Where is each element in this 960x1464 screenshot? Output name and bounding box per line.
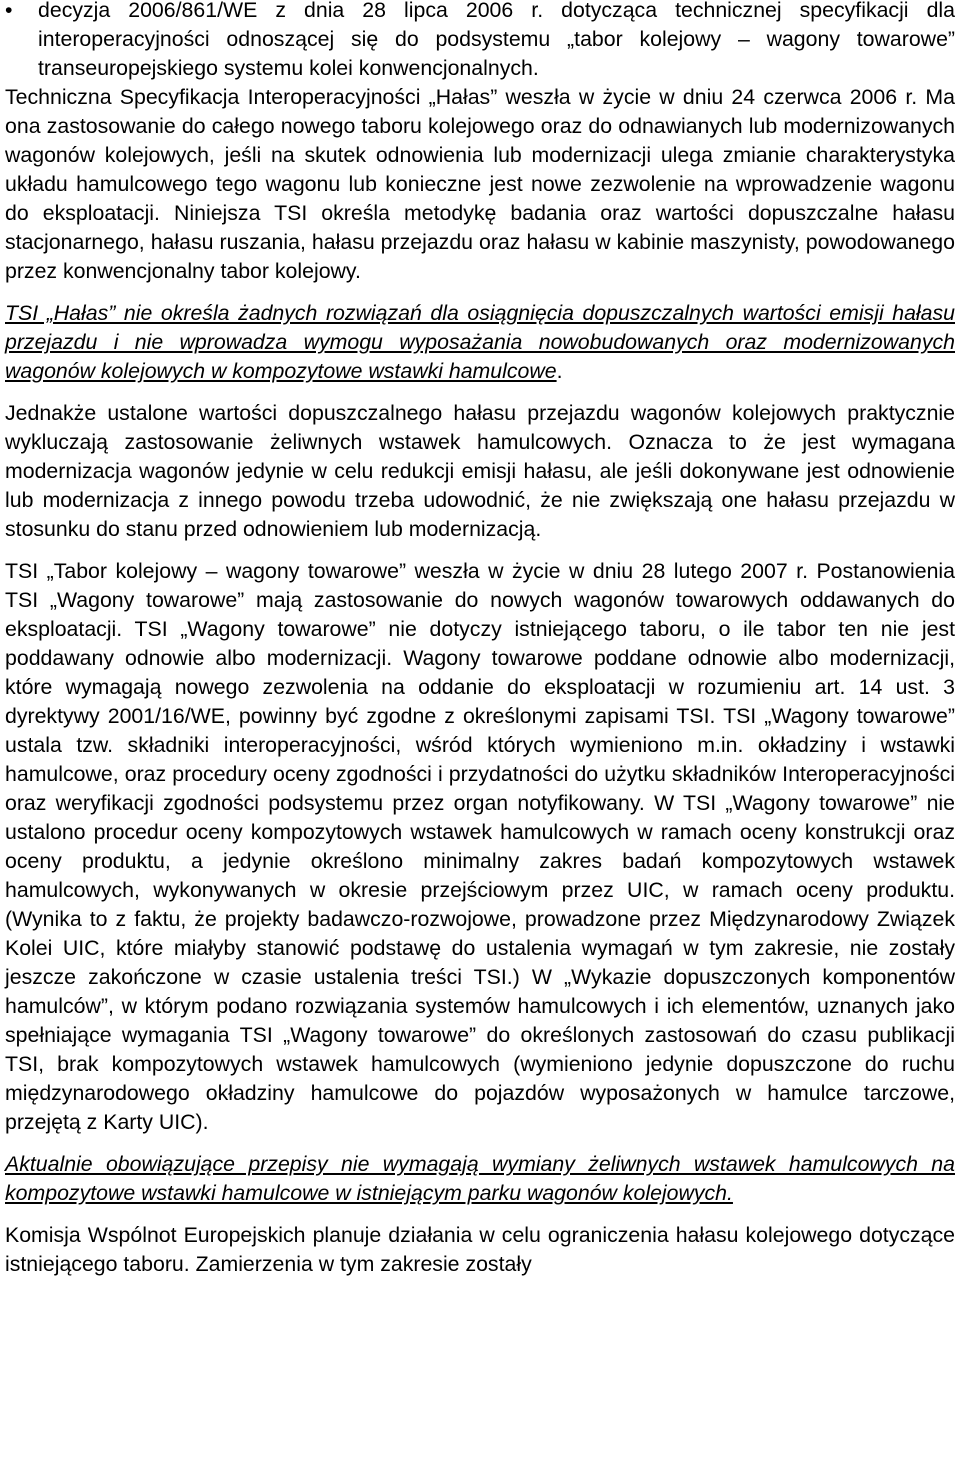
bullet-icon: • <box>5 0 13 22</box>
paragraph-commission: Komisja Wspólnot Europejskich planuje działania w celu ograniczenia hałasu kolejowego dotyczące istniejącego taboru. Zamierzenia w tym zakresie zostały <box>5 1223 955 1276</box>
bullet-text: decyzja 2006/861/WE z dnia 28 lipca 2006 r. dotycząca technicznej specyfikacji dla interoperacyjności odnoszącej się do podsystemu „tabor kolejowy – wagony towarowe” transeuropejskiego systemu kolei konwencjonalnych. <box>38 0 955 80</box>
paragraph-tsi-halas: Techniczna Specyfikacja Interoperacyjności „Hałas” weszła w życie w dniu 24 czerwca 2006 r. Ma ona zastosowanie do całego nowego taboru kolejowego oraz do odnawianych lub modernizowanych wagonów kolejowych, jeśli na skutek odnowienia lub modernizacji ulega zmianie charakterystyka układu hamulcowego tego wagonu lub konieczne jest nowe zezwolenie na wprowadzenie wagonu do eksploatacji. Niniejsza TSI określa metodykę badania oraz wartości dopuszczalne hałasu stacjonarnego, hałasu ruszania, hałasu przejazdu oraz hałasu w kabinie maszynisty, powodowanego przez konwencjonalny tabor kolejowy. <box>5 85 955 283</box>
emphasis-text: TSI „Hałas” nie określa żadnych rozwiązań dla osiągnięcia dopuszczalnych wartości emisji hałasu przejazdu i nie wprowadza wymogu wyposażania nowobudowanych oraz modernizowanych wagonów kolejowych w kompozytowe wstawki hamulcowe <box>5 301 955 383</box>
paragraph-emphasis-current-rules <box>5 1150 955 1208</box>
emphasis-text: Aktualnie obowiązujące przepisy nie wymagają wymiany żeliwnych wstawek hamulcowych na kompozytowe wstawki hamulcowe w istniejącym parku wagonów kolejowych. <box>5 1152 955 1205</box>
paragraph-tsi-wagony: TSI „Tabor kolejowy – wagony towarowe” weszła w życie w dniu 28 lutego 2007 r. Postanowienia TSI „Wagony towarowe” mają zastosowanie do nowych wagonów towarowych oddawanych do eksploatacji. TSI „Wagony towarowe” nie dotyczy istniejącego taboru, o ile tabor ten nie jest poddawany odnowie albo modernizacji. Wagony towarowe poddane odnowie albo modernizacji, które wymagają nowego zezwolenia na oddanie do eksploatacji w rozumieniu art. 14 ust. 3 dyrektywy 2001/16/WE, powinny być zgodne z określonymi zapisami TSI. TSI „Wagony towarowe” ustala tzw. składniki interoperacyjności, wśród których wymieniono m.in. okładziny i wstawki hamulcowe, oraz procedury oceny zgodności i przydatności do użytku składników Interoperacyjności oraz weryfikacji zgodności podsystemu przez organ notyfikowany. W TSI „Wagony towarowe” nie ustalono procedur oceny kompozytowych wstawek hamulcowych w ramach oceny konstrukcji oraz oceny produktu, a jedynie określono minimalny zakres badań kompozytowych wstawek hamulcowych, wykonywanych w okresie przejściowym przez UIC, w ramach oceny produktu. (Wynika to z faktu, że projekty badawczo-rozwojowe, prowadzone przez Międzynarodowy Związek Kolei UIC, które miałyby stanowić podstawę do ustalenia wymagań w tym zakresie, nie zostały jeszcze zakończone w czasie ustalenia treści TSI.) W „Wykazie dopuszczonych komponentów hamulców”, w którym podano rozwiązania systemów hamulcowych i ich elementów, uznanych jako spełniające wymagania TSI „Wagony towarowe” do określonych zastosowań do czasu publikacji TSI, brak kompozytowych wstawek hamulcowych (wymieniono jedynie dopuszczone do ruchu międzynarodowego okładziny hamulcowe do pojazdów wyposażonych w hamulce tarczowe, przejętą z Karty UIC). <box>5 559 955 1134</box>
paragraph-limit-values: Jednakże ustalone wartości dopuszczalnego hałasu przejazdu wagonów kolejowych praktycznie wykluczają zastosowanie żeliwnych wstawek hamulcowych. Oznacza to że jest wymagana modernizacja wagonów jedynie w celu redukcji emisji hałasu, ale jeśli dokonywane jest odnowienie lub modernizacja z innego powodu trzeba udowodnić, że nie zwiększają one hałasu przejazdu w stosunku do stanu przed odnowieniem lub modernizacją. <box>5 401 955 541</box>
emphasis-tail: . <box>556 359 563 383</box>
document-page <box>5 0 955 1279</box>
bullet-list-item <box>5 0 955 83</box>
paragraph-emphasis-no-solutions <box>5 299 955 386</box>
